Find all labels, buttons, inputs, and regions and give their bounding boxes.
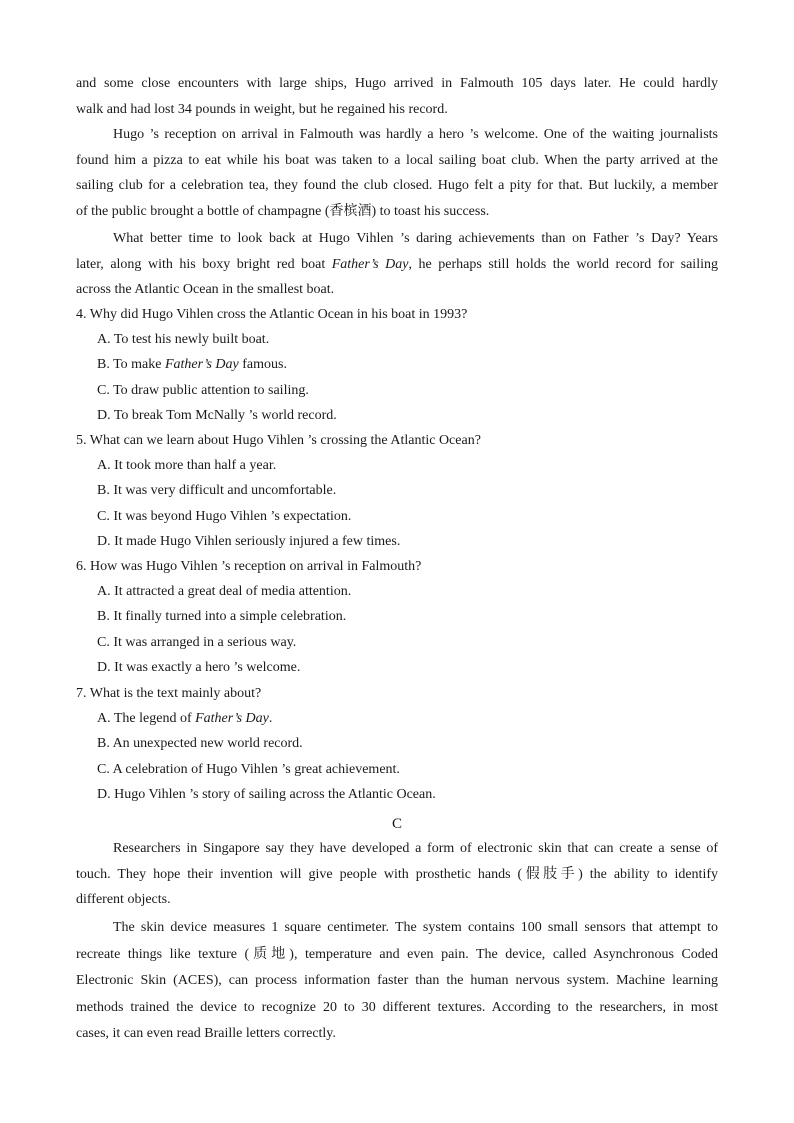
option-text: B. To make — [97, 357, 165, 373]
passage-b-paragraph-1 — [76, 71, 718, 122]
question-4 — [76, 302, 718, 428]
text-line: walk and had lost 34 pounds in weight, but he regained his record. — [76, 101, 448, 117]
text-line: The skin device measures 1 square centimeter. The system contains 100 small sensors that attempt to — [113, 920, 718, 935]
question-stem: 4. Why did Hugo Vihlen cross the Atlantic Ocean in his boat in 1993? — [76, 307, 468, 322]
boat-name: Father’s Day — [331, 256, 409, 272]
option-b: B. An unexpected new world record. — [97, 736, 303, 752]
boat-name: Father’s Day — [164, 357, 239, 373]
passage-b-paragraph-3 — [76, 226, 718, 303]
text-line: What better time to look back at Hugo Vihlen ’s daring achievements than on Father ’s Day? Years — [113, 231, 718, 246]
option-a: A. To test his newly built boat. — [97, 332, 270, 348]
text-line — [76, 252, 718, 278]
boat-name: Father’s Day — [195, 711, 269, 727]
passage-b-paragraph-2 — [76, 122, 718, 224]
option-c: C. It was arranged in a serious way. — [97, 634, 297, 650]
option-c: C. A celebration of Hugo Vihlen ’s great achievement. — [97, 761, 400, 777]
text-line: across the Atlantic Ocean in the smallest boat. — [76, 282, 335, 297]
text-line: recreate things like texture (质地), temperature and even pain. The device, called Asynchronous Coded — [76, 946, 718, 962]
option-text: famous. — [238, 357, 287, 373]
text-line: of the public brought a bottle of champagne (香槟酒) to toast his success. — [76, 203, 490, 219]
text-line: Researchers in Singapore say they have developed a form of electronic skin that can create a sense of — [113, 841, 718, 856]
option-d: D. It was exactly a hero ’s welcome. — [97, 659, 301, 675]
section-c-paragraph-1 — [76, 836, 718, 913]
text-line: methods trained the device to recognize 20 to 30 different textures. According to the researchers, in most — [76, 999, 718, 1015]
question-7 — [76, 681, 718, 807]
option-d: D. To break Tom McNally ’s world record. — [97, 407, 337, 423]
text-line: and some close encounters with large ships, Hugo arrived in Falmouth 105 days later. He could hardly — [76, 76, 718, 91]
option-c: C. It was beyond Hugo Vihlen ’s expectation. — [97, 508, 352, 524]
text-segment: , he perhaps still holds the world record for sailing — [408, 256, 718, 272]
question-stem: 5. What can we learn about Hugo Vihlen ’s crossing the Atlantic Ocean? — [76, 433, 481, 448]
question-6 — [76, 554, 718, 680]
text-line: touch. They hope their invention will give people with prosthetic hands (假肢手) the ability to identify — [76, 866, 718, 882]
text-line: sailing club for a celebration tea, they found the club closed. Hugo felt a pity for that. But luckily, a member — [76, 178, 718, 193]
option-b — [76, 352, 718, 377]
option-b: B. It finally turned into a simple celebration. — [97, 609, 347, 625]
option-d: D. Hugo Vihlen ’s story of sailing across the Atlantic Ocean. — [97, 786, 436, 802]
text-line: Hugo ’s reception on arrival in Falmouth was hardly a hero ’s welcome. One of the waiting journalists — [113, 127, 718, 142]
option-a: A. It took more than half a year. — [97, 458, 277, 474]
option-text: . — [268, 711, 273, 727]
text-line: different objects. — [76, 892, 171, 907]
question-stem: 7. What is the text mainly about? — [76, 686, 262, 701]
option-d: D. It made Hugo Vihlen seriously injured a few times. — [97, 533, 401, 549]
text-line: Electronic Skin (ACES), can process information faster than the human nervous system. Machine learning — [76, 973, 718, 988]
option-a — [76, 706, 718, 731]
section-heading: C — [391, 816, 402, 832]
option-c: C. To draw public attention to sailing. — [97, 382, 309, 398]
section-c-paragraph-2 — [76, 915, 718, 1048]
text-segment: later, along with his boxy bright red boat — [76, 256, 332, 272]
option-text: A. The legend of — [97, 711, 196, 727]
text-line: found him a pizza to eat while his boat was taken to a local sailing boat club. When the party arrived at the — [76, 152, 718, 168]
question-stem: 6. How was Hugo Vihlen ’s reception on arrival in Falmouth? — [76, 559, 422, 574]
question-5 — [76, 428, 718, 554]
option-a: A. It attracted a great deal of media attention. — [97, 584, 352, 600]
text-line: cases, it can even read Braille letters correctly. — [76, 1026, 336, 1041]
option-b: B. It was very difficult and uncomfortable. — [97, 483, 337, 499]
